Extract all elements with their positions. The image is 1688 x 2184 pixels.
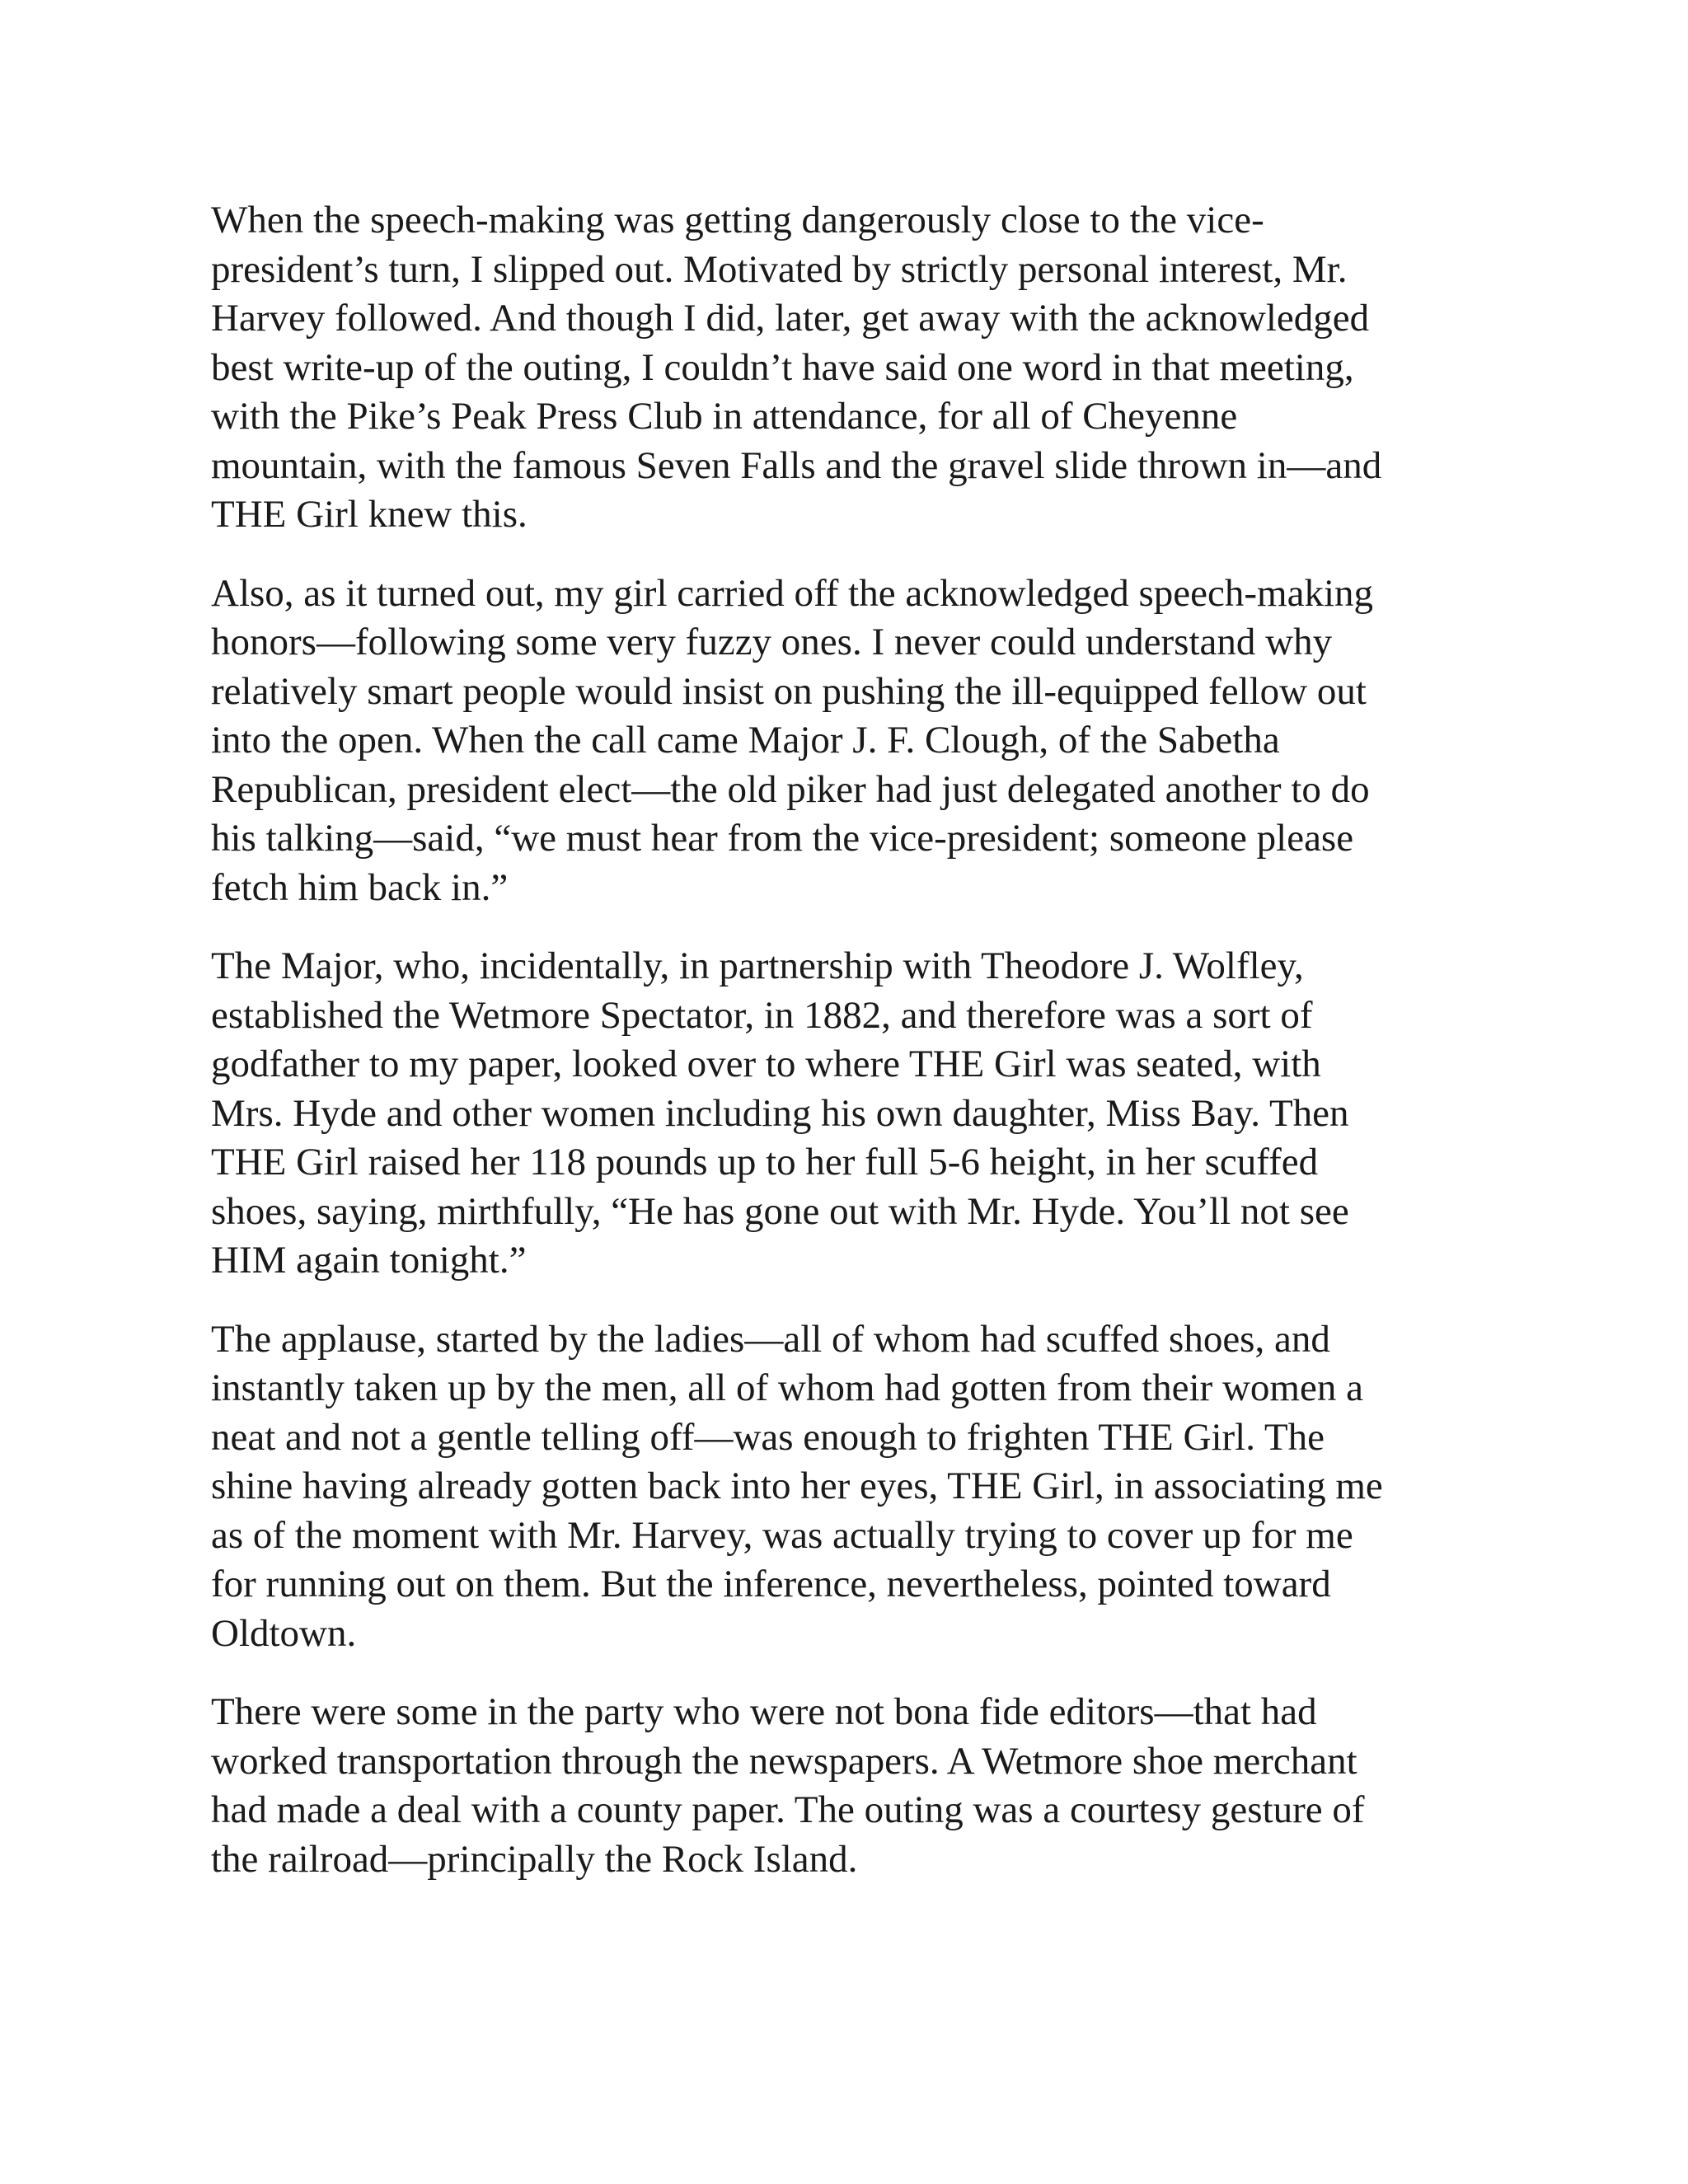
text-line: Also, as it turned out, my girl carried off the acknowledged speech-making [211,571,1374,615]
text-line: neat and not a gentle telling off—was enough to frighten THE Girl. The [211,1415,1325,1459]
paragraph [211,1315,1497,1659]
text-line: president’s turn, I slipped out. Motivated by strictly personal interest, Mr. [211,247,1348,291]
text-line: fetch him back in.” [211,865,509,909]
text-line: Oldtown. [211,1611,357,1655]
text-line: worked transportation through the newspapers. A Wetmore shoe merchant [211,1739,1357,1783]
body-text [211,196,1497,1914]
paragraph [211,569,1497,913]
text-line: shine having already gotten back into her eyes, THE Girl, in associating me [211,1465,1383,1507]
text-line: best write-up of the outing, I couldn’t have said one word in that meeting, [211,345,1354,389]
text-line: THE Girl raised her 118 pounds up to her full 5-6 height, in her scuffed [211,1141,1319,1183]
text-line: godfather to my paper, looked over to where THE Girl was seated, with [211,1043,1321,1085]
text-line: The Major, who, incidentally, in partnership with Theodore J. Wolfley, [211,944,1304,987]
text-line: THE Girl knew this. [211,493,528,536]
text-line: mountain, with the famous Seven Falls and the gravel slide thrown in—and [211,443,1382,487]
text-line: for running out on them. But the inference, nevertheless, pointed toward [211,1563,1331,1605]
text-line: HIM again tonight.” [211,1239,527,1282]
text-line: instantly taken up by the men, all of whom had gotten from their women a [211,1366,1363,1409]
text-line: into the open. When the call came Major J. F. Clough, of the Sabetha [211,719,1280,762]
text-line: had made a deal with a county paper. The outing was a courtesy gesture of [211,1788,1365,1831]
text-line: the railroad—principally the Rock Island. [211,1837,858,1881]
text-line: honors—following some very fuzzy ones. I never could understand why [211,621,1333,663]
text-line: with the Pike’s Peak Press Club in attendance, for all of Cheyenne [211,395,1238,438]
text-line: When the speech-making was getting dangerously close to the vice- [211,199,1264,241]
text-line: The applause, started by the ladies—all of whom had scuffed shoes, and [211,1317,1330,1361]
text-line: shoes, saying, mirthfully, “He has gone out with Mr. Hyde. You’ll not see [211,1189,1349,1233]
text-line: Republican, president elect—the old piker had just delegated another to do [211,767,1370,811]
text-line: his talking—said, “we must hear from the vice-president; someone please [211,817,1354,860]
text-line: There were some in the party who were not bona fide editors—that had [211,1690,1317,1733]
paragraph [211,942,1497,1286]
text-line: as of the moment with Mr. Harvey, was actually trying to cover up for me [211,1513,1353,1557]
text-line: relatively smart people would insist on pushing the ill-equipped fellow out [211,669,1367,713]
paragraph [211,196,1497,540]
text-line: Harvey followed. And though I did, later, get away with the acknowledged [211,297,1370,340]
paragraph [211,1688,1497,1884]
text-line: established the Wetmore Spectator, in 1882, and therefore was a sort of [211,993,1313,1037]
text-line: Mrs. Hyde and other women including his own daughter, Miss Bay. Then [211,1091,1349,1135]
